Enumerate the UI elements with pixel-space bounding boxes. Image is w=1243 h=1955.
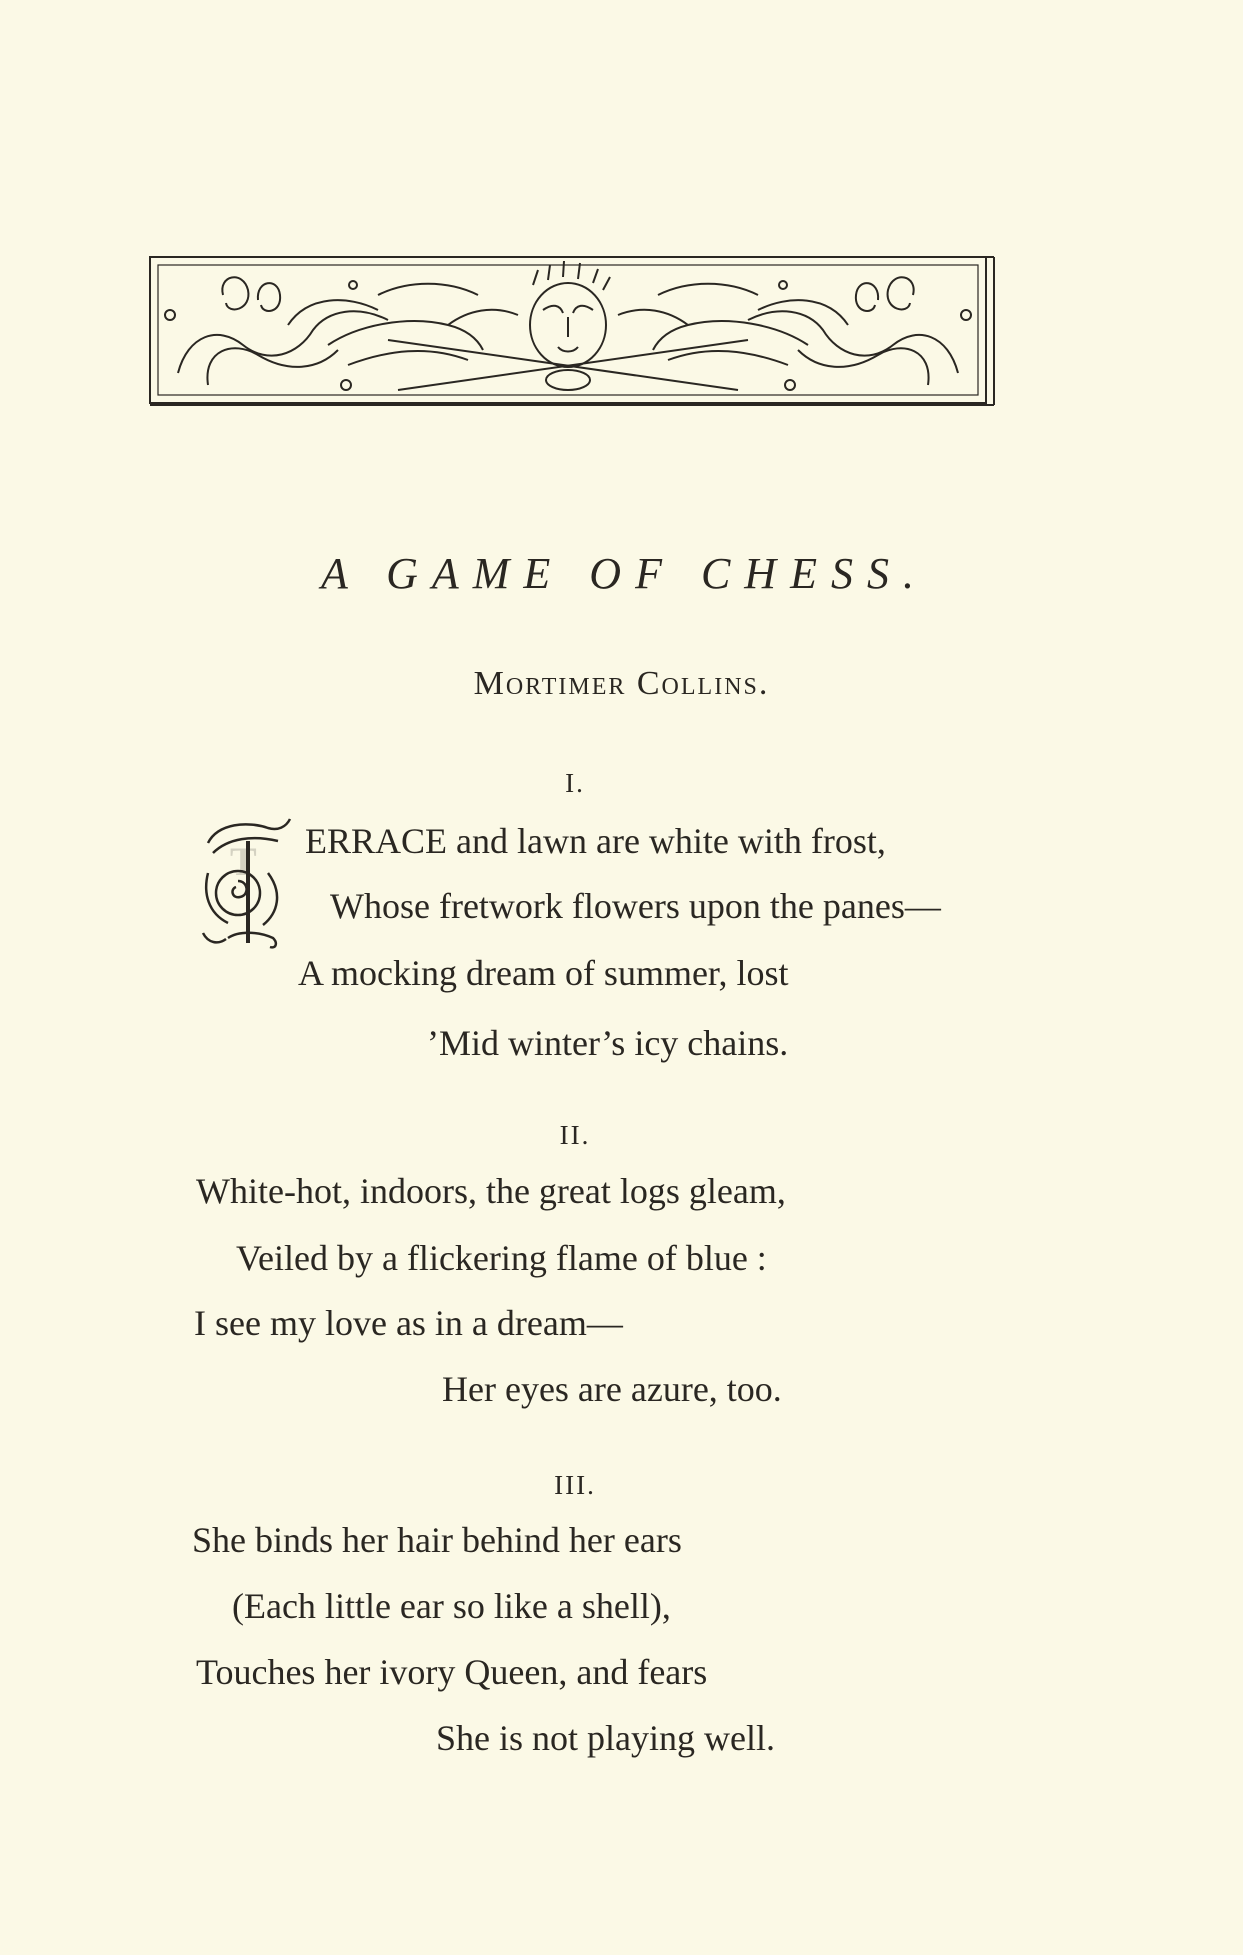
stanza-numeral-3: III. <box>554 1470 596 1500</box>
stanza-3-line-1: She binds her hair behind her ears <box>192 1520 682 1560</box>
stanza-2-line-4: Her eyes are azure, too. <box>442 1369 782 1409</box>
dropcap-letter: T <box>230 839 257 884</box>
headpiece-ornament <box>148 255 996 407</box>
stanza-numeral-2: II. <box>559 1120 591 1150</box>
stanza-2-line-3: I see my love as in a dream— <box>194 1303 623 1343</box>
stanza-1-line-2: Whose fretwork flowers upon the panes— <box>330 886 941 926</box>
stanza-3-line-2: (Each little ear so like a shell), <box>232 1586 671 1626</box>
stanza-numeral-1: I. <box>565 768 585 798</box>
stanza-2-line-2: Veiled by a flickering flame of blue : <box>236 1238 767 1278</box>
stanza-3-line-4: She is not playing well. <box>436 1718 775 1758</box>
stanza-1-line-1: ERRACE and lawn are white with frost, <box>305 821 886 861</box>
poem-author: Mortimer Collins. <box>473 665 770 702</box>
stanza-3-line-3: Touches her ivory Queen, and fears <box>196 1652 708 1692</box>
stanza-2-line-1: White-hot, indoors, the great logs gleam, <box>196 1171 786 1211</box>
stanza-1-line-3: A mocking dream of summer, lost <box>298 953 789 993</box>
stanza-1-line-4: ’Mid winter’s icy chains. <box>427 1023 789 1063</box>
poem-title: A GAME OF CHESS. <box>321 549 928 598</box>
